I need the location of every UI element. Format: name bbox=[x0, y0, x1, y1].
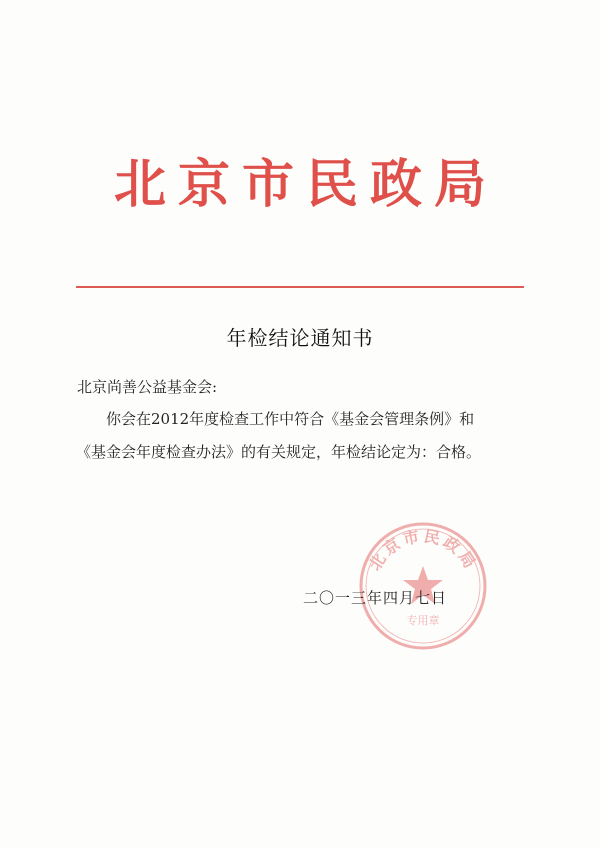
issue-date: 二〇一三年四月七日 bbox=[303, 589, 448, 607]
seal-ring-text: 北京市民政局 bbox=[365, 526, 481, 574]
body-paragraph-line-1: 你会在2012年度检查工作中符合《基金会管理条例》和 bbox=[106, 410, 475, 428]
recipient-line: 北京尚善公益基金会: bbox=[77, 378, 218, 396]
document-title: 年检结论通知书 bbox=[226, 326, 374, 350]
body-paragraph-line-2: 《基金会年度检查办法》的有关规定，年检结论定为：合格。 bbox=[76, 443, 482, 461]
seal-sub-text: 专用章 bbox=[406, 614, 440, 627]
letterhead-title: 北京市民政局 bbox=[113, 154, 498, 215]
official-seal-stamp bbox=[357, 520, 489, 652]
letterhead-divider bbox=[76, 286, 524, 288]
